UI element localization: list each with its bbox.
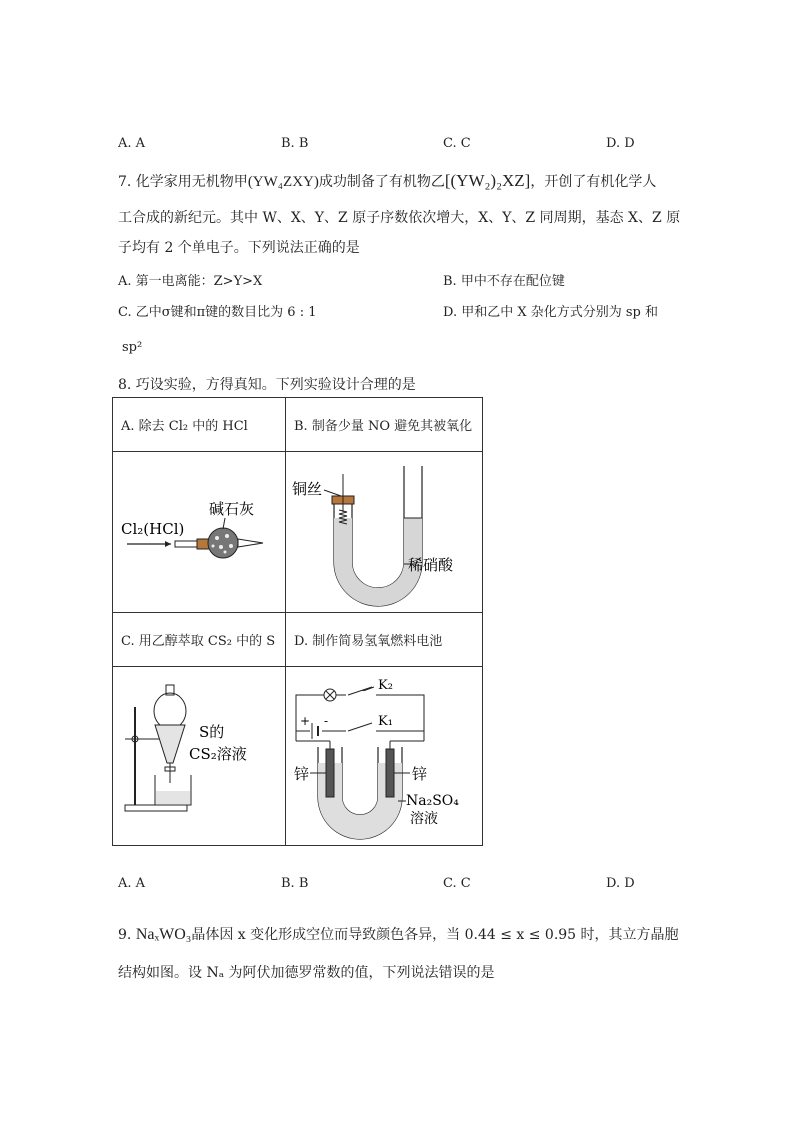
fig-d-solution-label: 溶液	[410, 811, 438, 827]
q6-option-b: B. B	[281, 136, 309, 151]
q7-stem-c: ，开创了有机化学人	[530, 174, 657, 190]
q8-figure-b	[286, 452, 483, 613]
fig-d-minus: -	[324, 714, 329, 728]
q8-figure-a	[113, 452, 286, 613]
fig-c-label2: CS₂溶液	[189, 745, 247, 763]
q7-option-b: B. 甲中不存在配位键	[443, 274, 565, 289]
q7-stem-line2: 工合成的新纪元。其中 W、X、Y、Z 原子序数依次增大，X、Y、Z 同周期，基态 X、Z 原	[118, 210, 681, 226]
q8-experiment-table	[112, 397, 483, 846]
q8-cell-c-title: C. 用乙醇萃取 CS₂ 中的 S	[113, 613, 286, 667]
q9-stem-a: 晶体因 x 变化形成空位而导致颜色各异，当 0.44 ≤ x ≤ 0.95 时，其立方晶胞	[191, 927, 679, 943]
q6-option-d: D. D	[606, 136, 635, 151]
q8-option-b: B. B	[281, 876, 309, 891]
q6-option-a: A. A	[118, 136, 146, 151]
fig-d-salt-label: Na₂SO₄	[406, 793, 459, 809]
q8-option-a: A. A	[118, 876, 146, 891]
q7-option-d: D. 甲和乙中 X 杂化方式分别为 sp 和	[443, 305, 659, 320]
fig-c-label1: S的	[199, 723, 225, 741]
fig-d-zinc-left: 锌	[294, 765, 310, 783]
q7-formula-jia: (YW₄ZXY)	[247, 174, 319, 190]
q7-stem-a: 7. 化学家用无机物甲	[118, 174, 248, 190]
q8-figure-c	[113, 667, 286, 846]
fig-d-zinc-right: 锌	[412, 765, 428, 783]
q7-option-d-continued: sp²	[122, 340, 143, 355]
fig-a-reagent-label: 碱石灰	[209, 500, 255, 518]
fig-d-k2-label: K₂	[378, 678, 393, 693]
q7-formula-yi: [(YW₂)₂XZ]	[444, 171, 531, 190]
q8-option-c: C. C	[443, 876, 471, 891]
q7-option-a: A. 第一电离能：Z>Y>X	[118, 274, 263, 289]
q8-cell-a-title: A. 除去 Cl₂ 中的 HCl	[113, 398, 286, 452]
fig-d-k1-label: K₁	[378, 714, 393, 729]
q8-stem: 8. 巧设实验，方得真知。下列实验设计合理的是	[118, 377, 416, 393]
q8-figure-d	[286, 667, 483, 846]
fig-d-plus: +	[300, 714, 311, 728]
q7-stem-line3: 子均有 2 个单电子。下列说法正确的是	[118, 240, 360, 256]
fig-a-gas-label: Cl₂(HCl)	[121, 520, 185, 538]
q8-cell-d-title: D. 制作简易氢氧燃料电池	[286, 613, 483, 667]
q8-cell-b-title: B. 制备少量 NO 避免其被氧化	[286, 398, 483, 452]
q9-formula: NaₓWO₃	[135, 926, 192, 943]
fig-b-acid-label: 稀硝酸	[408, 556, 454, 574]
fig-b-wire-label: 铜丝	[292, 480, 323, 498]
q9-stem-line2: 结构如图。设 Nₐ 为阿伏加德罗常数的值，下列说法错误的是	[118, 965, 495, 981]
q7-stem-b: 成功制备了有机物乙	[318, 174, 445, 190]
q8-option-d: D. D	[606, 876, 635, 891]
q7-option-c: C. 乙中σ键和π键的数目比为 6 : 1	[118, 305, 317, 320]
q9-number: 9.	[118, 927, 132, 943]
q6-option-c: C. C	[443, 136, 471, 151]
q7-stem-line1	[118, 171, 656, 191]
q9-stem-line1	[118, 924, 679, 944]
